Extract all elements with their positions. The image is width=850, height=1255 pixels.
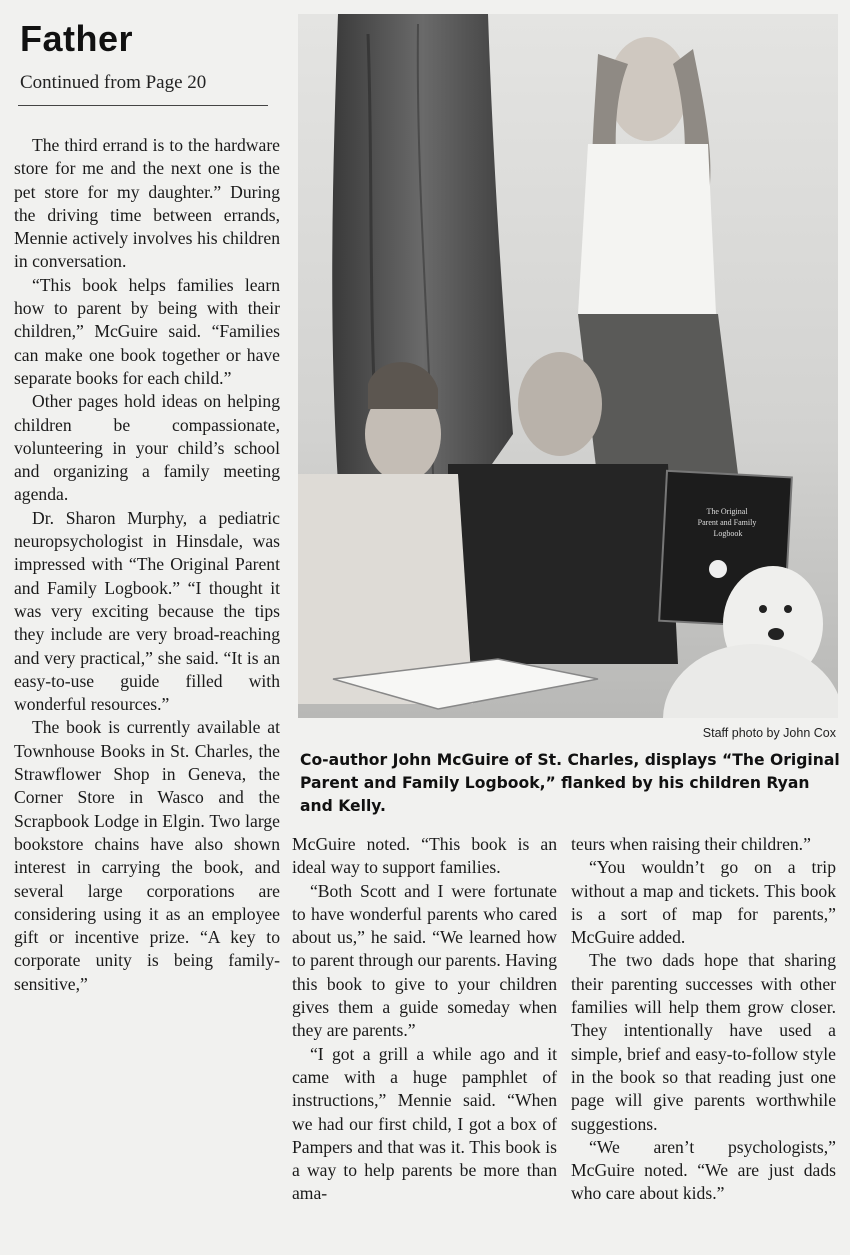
- header-rule: [18, 105, 268, 106]
- continued-from-line: Continued from Page 20: [20, 72, 207, 93]
- photo-caption: Co-author John McGuire of St. Charles, displays “The Original Parent and Family Logbook,” flanked by his children Ryan and Kelly.: [300, 751, 840, 815]
- article-column-2: [292, 833, 557, 1206]
- paragraph: teurs when raising their children.”: [571, 834, 811, 854]
- paragraph: “We aren’t psychologists,” McGuire noted. “We are just dads who care about kids.”: [571, 1136, 836, 1204]
- paragraph: The two dads hope that sharing their parenting successes with other families will help them grow closer. They intentionally have used a simple, brief and easy-to-follow style in the book so that reading just one page will give parents worthwhile suggestions.: [571, 950, 836, 1134]
- article-column-1: [14, 134, 280, 996]
- paragraph: “Both Scott and I were fortunate to have wonderful parents who cared about us,” he said. “We learned how to parent through our parents. Having this book to give to your children gives them a guide someday when they are parents.”: [292, 880, 557, 1041]
- paragraph: McGuire noted. “This book is an ideal way to support families.: [292, 834, 557, 878]
- photo-credit: Staff photo by John Cox: [702, 726, 836, 740]
- paragraph: Other pages hold ideas on helping children be compassionate, volunteering in your child’s school and organizing a family meeting agenda.: [14, 391, 280, 505]
- paragraph: “This book helps families learn how to parent by being with their children,” McGuire said. “Families can make one book together or have separate books for each child.”: [14, 274, 280, 388]
- book-cover-title: The Original Parent and Family Logbook: [697, 507, 757, 538]
- paragraph: Dr. Sharon Murphy, a pediatric neuropsychologist in Hinsdale, was impressed with “The Original Parent and Family Logbook.” “I thought it was very exciting because the tips they include are very broad-reaching and very practical,” she said. “It is an easy-to-use guide filled with wonderful resources.”: [14, 507, 280, 715]
- paragraph: The book is currently available at Townhouse Books in St. Charles, the Strawflower Shop in Geneva, the Corner Store in Wasco and the Scrapbook Lodge in Elgin. Two large bookstore chains have also shown interest in carrying the book, and several large corporations are considering using it as an employee gift or incentive prize. “A key to corporate unity is being family-sensitive,”: [14, 717, 280, 994]
- paragraph: “I got a grill a while ago and it came with a huge pamphlet of instructions,” Mennie said. “When we had our first child, I got a box of Pampers and that was it. This book is a way to help parents be more than ama-: [292, 1043, 557, 1204]
- paragraph: The third errand is to the hardware store for me and the next one is the pet store for my daughter.” During the driving time between errands, Mennie actively involves his children in conversation.: [14, 135, 280, 272]
- paragraph: “You wouldn’t go on a trip without a map and tickets. This book is a sort of map for parents,” McGuire added.: [571, 857, 836, 948]
- headline: Father: [20, 18, 134, 59]
- article-column-3: [571, 833, 836, 1206]
- family-photo: [298, 14, 838, 718]
